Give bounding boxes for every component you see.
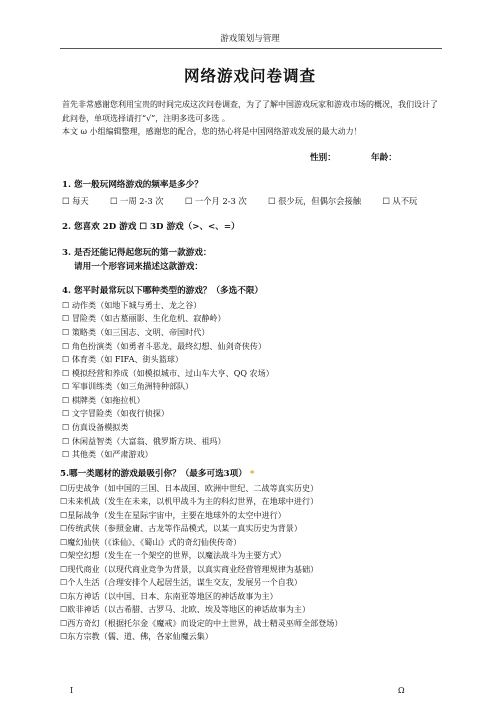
q4-option-sports[interactable]: ☐ 体育类（如 FIFA、街头篮球） — [62, 354, 184, 365]
question-4-options — [62, 300, 446, 463]
q4-option-text-adventure[interactable]: ☐ 文字冒险类（如夜行侦探） — [62, 408, 169, 419]
required-star-icon: * — [249, 469, 255, 479]
q5-option-star-war[interactable]: ☐星际战争（发生在星际宇宙中，主要在地球外的太空中进行） — [60, 509, 286, 520]
q5-option-history-war[interactable]: ☐历史战争（如中国的三国、日本战国、欧洲中世纪、二战等真实历史） — [60, 482, 319, 493]
q4-option-other[interactable]: ☐ 其他类（如严肃游戏） — [62, 449, 153, 460]
q5-option-euro-african-myth[interactable]: ☐欧非神话（以古希腊、古罗马、北欧、埃及等地区的神话故事为主） — [60, 604, 311, 615]
q5-option-personal-life[interactable]: ☐个人生活（合理安排个人起居生活，谋生交友，发展另一个自我） — [60, 577, 302, 588]
question-3 — [62, 248, 446, 272]
q4-option-action[interactable]: ☐ 动作类（如地下城与勇士、龙之谷） — [62, 299, 202, 310]
question-1 — [62, 180, 446, 208]
q5-option-future-mech[interactable]: ☐未来机战（发生在未来，以机甲战斗为主的科幻世界，在地球中进行） — [60, 496, 319, 507]
question-5-options — [60, 483, 450, 645]
q5-option-wuxia[interactable]: ☐传统武侠（参照金庸、古龙等作品模式，以某一真实历史为背景） — [60, 523, 302, 534]
q5-option-modern-business[interactable]: ☐现代商业（以现代商业竞争为背景，以真实商业经营管理规律为基础） — [60, 563, 319, 574]
q1-option-daily[interactable]: ☐ 每天 — [62, 195, 89, 206]
question-1-title: 1. 您一般玩网络游戏的频率是多少？ — [62, 180, 203, 190]
question-4 — [62, 286, 446, 463]
intro-paragraph-1: 首先非常感谢您利用宝贵的时间完成这次问卷调查，为了了解中国游戏玩家和游戏市场的概况，我们设计了此问卷，单项选择请打“√”，注明多选可多选 。 — [62, 100, 438, 123]
q5-option-eastern-myth[interactable]: ☐东方神话（以中国、日本、东南亚等地区的神话故事为主） — [60, 590, 278, 601]
question-5-title — [60, 469, 450, 480]
question-3-subtitle: 请用一个形容词来描述这款游戏： — [74, 261, 203, 272]
footer-left-mark: I — [70, 686, 74, 695]
question-2 — [62, 222, 446, 233]
q5-option-western-fantasy[interactable]: ☐西方奇幻（根据托尔金《魔戒》而设定的中土世界，战士精灵巫师全部登场） — [60, 617, 343, 628]
q4-option-strategy[interactable]: ☐ 策略类（如三国志、文明、帝国时代） — [62, 326, 210, 337]
q1-option-weekly[interactable]: ☐ 一周 2-3 次 — [109, 195, 164, 206]
page-title: 网络游戏问卷调查 — [183, 66, 316, 85]
q4-option-rpg[interactable]: ☐ 角色扮演类（如勇者斗恶龙、最终幻想、仙剑奇侠传） — [62, 340, 267, 351]
question-2-title[interactable]: 2. 您喜欢 2D 游戏 ☐ 3D 游戏（>、<、=） — [62, 222, 240, 232]
question-5-title-text: 5.哪一类题材的游戏最吸引你？（最多可选3项） — [60, 469, 247, 479]
q1-option-never[interactable]: ☐ 从不玩 — [382, 195, 418, 206]
intro-text — [62, 98, 442, 139]
question-1-options — [62, 195, 446, 208]
q5-option-eastern-religion[interactable]: ☐东方宗教（儒、道、佛，各家仙魔云集） — [60, 631, 213, 642]
q1-option-rarely[interactable]: ☐ 很少玩，但偶尔会接触 — [268, 195, 362, 206]
question-5 — [60, 469, 450, 645]
q4-option-military[interactable]: ☐ 军事训练类（如三角洲特种部队） — [62, 381, 194, 392]
q1-option-monthly[interactable]: ☐ 一个月 2-3 次 — [184, 195, 247, 206]
header-divider — [60, 48, 442, 49]
q4-option-simulation[interactable]: ☐ 模拟经营和养成（如模拟城市、过山车大亨、QQ 农场） — [62, 367, 274, 378]
q4-option-board[interactable]: ☐ 棋牌类（如拖拉机） — [62, 394, 145, 405]
intro-paragraph-2: 本文 ω 小组编辑整理，感谢您的配合，您的热心将是中国网络游戏发展的最大动力！ — [62, 127, 362, 136]
q5-option-xianxia[interactable]: ☐魔幻仙侠（《诛仙》、《蜀山》式的奇幻仙侠传奇） — [60, 536, 242, 547]
question-3-title: 3. 是否还能记得起您玩的第一款游戏： — [62, 248, 212, 258]
q4-option-casual[interactable]: ☐ 休闲益智类（大富翁、俄罗斯方块、祖玛） — [62, 435, 226, 446]
age-field[interactable]: 年龄： — [371, 153, 397, 163]
question-4-title: 4. 您平时最常玩以下哪种类型的游戏？（多选不限） — [62, 286, 264, 296]
gender-field[interactable]: 性别： — [310, 153, 336, 163]
q5-option-fantasy-world[interactable]: ☐架空幻想（发生在一个架空的世界，以魔法战斗为主要方式） — [60, 550, 286, 561]
footer-right-mark: Ω — [398, 686, 405, 695]
page-header-title: 游戏策划与管理 — [220, 34, 280, 44]
q4-option-device-sim[interactable]: ☐ 仿真设备模拟类 — [62, 422, 129, 433]
q4-option-adventure[interactable]: ☐ 冒险类（如古墓丽影、生化危机、寂静岭） — [62, 313, 226, 324]
